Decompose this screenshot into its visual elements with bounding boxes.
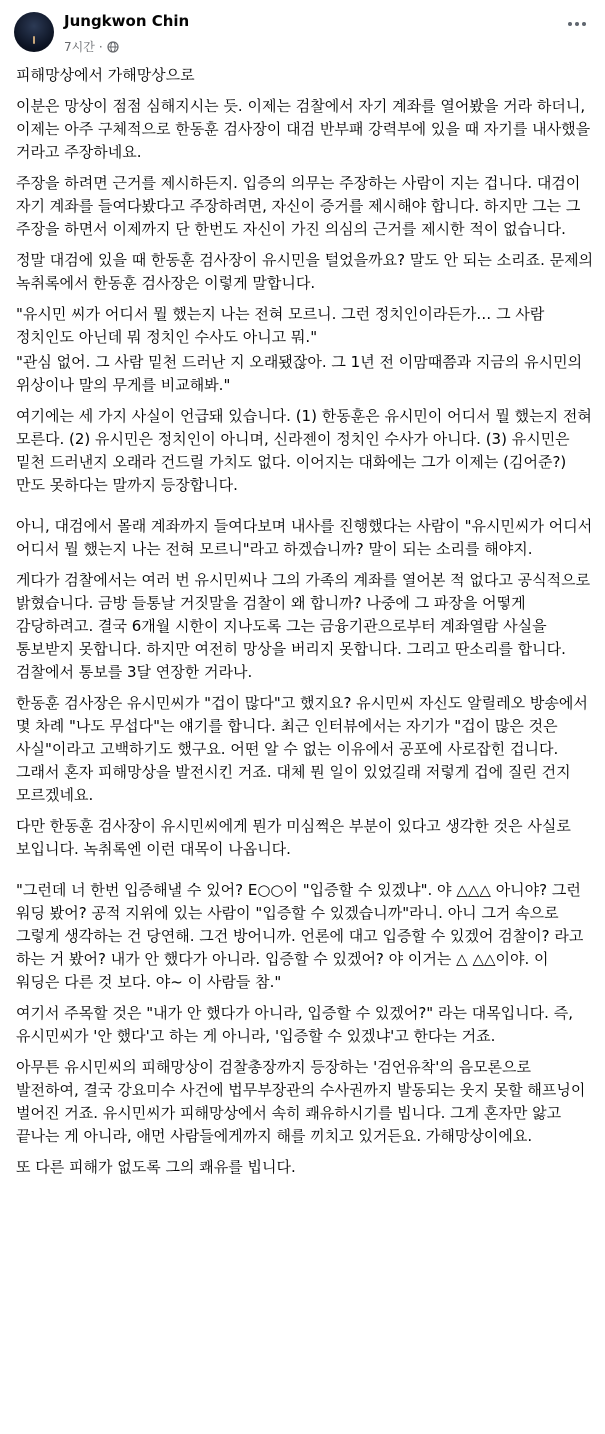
meta-separator: · [98,39,103,54]
post-body [0,64,605,1179]
post-paragraph: 한동훈 검사장은 유시민씨가 "겁이 많다"고 했지요? 유시민씨 자신도 알릴레오 방송에서 몇 차례 "나도 무섭다"는 얘기를 합니다. 최근 인터뷰에서는 자기가 "겁이 많은 것은 사실"이라고 고백하기도 했구요. 어떤 알 수 없는 이유에서 공포에 사로잡힌 겁니다. 그래서 혼자 피해망상을 발전시킨 거죠. 대체 뭔 일이 있었길래 저렇게 겁에 질린 건지 모르겠네요. [16,694,588,804]
avatar[interactable] [14,12,54,52]
post-title: 피해망상에서 가해망상으로 [16,66,195,84]
quote-line: "관심 없어. 그 사람 밑천 드러난 지 오래됐잖아. 그 1년 전 이맘때쯤과 지금의 유시민의 위상이나 말의 무게를 비교해봐." [16,353,583,394]
quote-line: "유시민 씨가 어디서 뭘 했는지 나는 전혀 모르니. 그런 정치인이라든가… 그 사람 정치인도 아닌데 뭐 정치인 수사도 아니고 뭐." [16,305,545,346]
post-paragraph: 또 다른 피해가 없도록 그의 쾌유를 빕니다. [16,1158,296,1176]
post-paragraph: 여기서 주목할 것은 "내가 안 했다가 아니라, 입증할 수 있겠어?" 라는 대목입니다. 즉, 유시민씨가 '안 했다'고 하는 게 아니라, '입증할 수 있겠냐'고 한다는 거죠. [16,1004,573,1045]
author-name[interactable]: Jungkwon Chin [64,12,190,30]
avatar-figure [33,36,35,44]
post-paragraph: 주장을 하려면 근거를 제시하든지. 입증의 의무는 주장하는 사람이 지는 겁니다. 대검이 자기 계좌를 들여다봤다고 주장하려면, 자신이 증거를 제시해야 합니다. 하지만 그는 그 주장을 하면서 이제까지 단 한번도 자신이 가진 의심의 근거를 제시한 적이 없습니다. [16,174,581,238]
post-paragraph: 다만 한동훈 검사장이 유시민씨에게 뭔가 미심쩍은 부분이 있다고 생각한 것은 사실로 보입니다. 녹취록엔 이런 대목이 나옵니다. [16,817,571,858]
post-paragraph: 게다가 검찰에서는 여러 번 유시민씨나 그의 가족의 계좌를 열어본 적 없다고 공식적으로 밝혔습니다. 금방 들통날 거짓말을 검찰이 왜 합니까? 나중에 그 파장을 어떻게 감당하려고. 결국 6개월 시한이 지나도록 그는 금융기관으로부터 계좌열람 사실을 통보받지 못합니다. 하지만 여전히 망상을 버리지 못합니다. 그리고 딴소리를 합니다. 검찰에서 통보를 3달 연장한 거라나. [16,571,591,681]
post-header [0,0,605,64]
post-paragraph: 아니, 대검에서 몰래 계좌까지 들여다보며 내사를 진행했다는 사람이 "유시민씨가 어디서 어디서 뭘 했는지 나는 전혀 모르니"라고 하겠습니까? 말이 되는 소리를 해야지. [16,517,593,558]
post-time[interactable]: 7시간 [64,40,95,54]
post-paragraph: 정말 대검에 있을 때 한동훈 검사장이 유시민을 털었을까요? 말도 안 되는 소리죠. 문제의 녹취록에서 한동훈 검사장은 이렇게 말합니다. [16,251,594,292]
more-options-icon[interactable] [563,14,591,34]
quote-paragraph: "그런데 너 한번 입증해낼 수 있어? E○○이 "입증할 수 있겠냐". 야 △△△ 아니야? 그런 워딩 봤어? 공적 지위에 있는 사람이 "입증할 수 있겠습니까"라니. 아니 그거 속으로 그렇게 생각하는 건 당연해. 그건 방어니까. 언론에 대고 입증할 수 있겠어 검찰이? 라고 하는 거 봤어? 내가 안 했다가 아니라. 입증할 수 있겠어? 야 이거는 △ △△이야. 이 워딩은 다른 것 보다. 야~ 이 사람들 참." [16,881,584,991]
post-meta [64,38,119,55]
post-paragraph: 여기에는 세 가지 사실이 언급돼 있습니다. (1) 한동훈은 유시민이 어디서 뭘 했는지 전혀 모른다. (2) 유시민은 정치인이 아니며, 신라젠이 정치인 수사가 아니다. (3) 유시민은 밑천 드러낸지 오래라 건드릴 가치도 없다. 이어지는 대화에는 그가 이제는 (김어준?)만도 못하다는 말까지 등장합니다. [16,407,592,494]
post-paragraph: 아무튼 유시민씨의 피해망상이 검찰총장까지 등장하는 '검언유착'의 음모론으로 발전하여, 결국 강요미수 사건에 법무부장관의 수사권까지 발동되는 웃지 못할 해프닝이 벌어진 거죠. 유시민씨가 피해망상에서 속히 쾌유하시기를 빕니다. 그게 혼자만 앓고 끝나는 게 아니라, 애먼 사람들에게까지 해를 끼치고 있거든요. 가해망상이에요. [16,1058,586,1145]
post-paragraph: 이분은 망상이 점점 심해지시는 듯. 이제는 검찰에서 자기 계좌를 열어봤을 거라 하더니, 이제는 아주 구체적으로 한동훈 검사장이 대검 반부패 강력부에 있을 때 자기를 내사했을 거라고 주장하네요. [16,97,591,161]
globe-icon[interactable] [107,41,119,53]
